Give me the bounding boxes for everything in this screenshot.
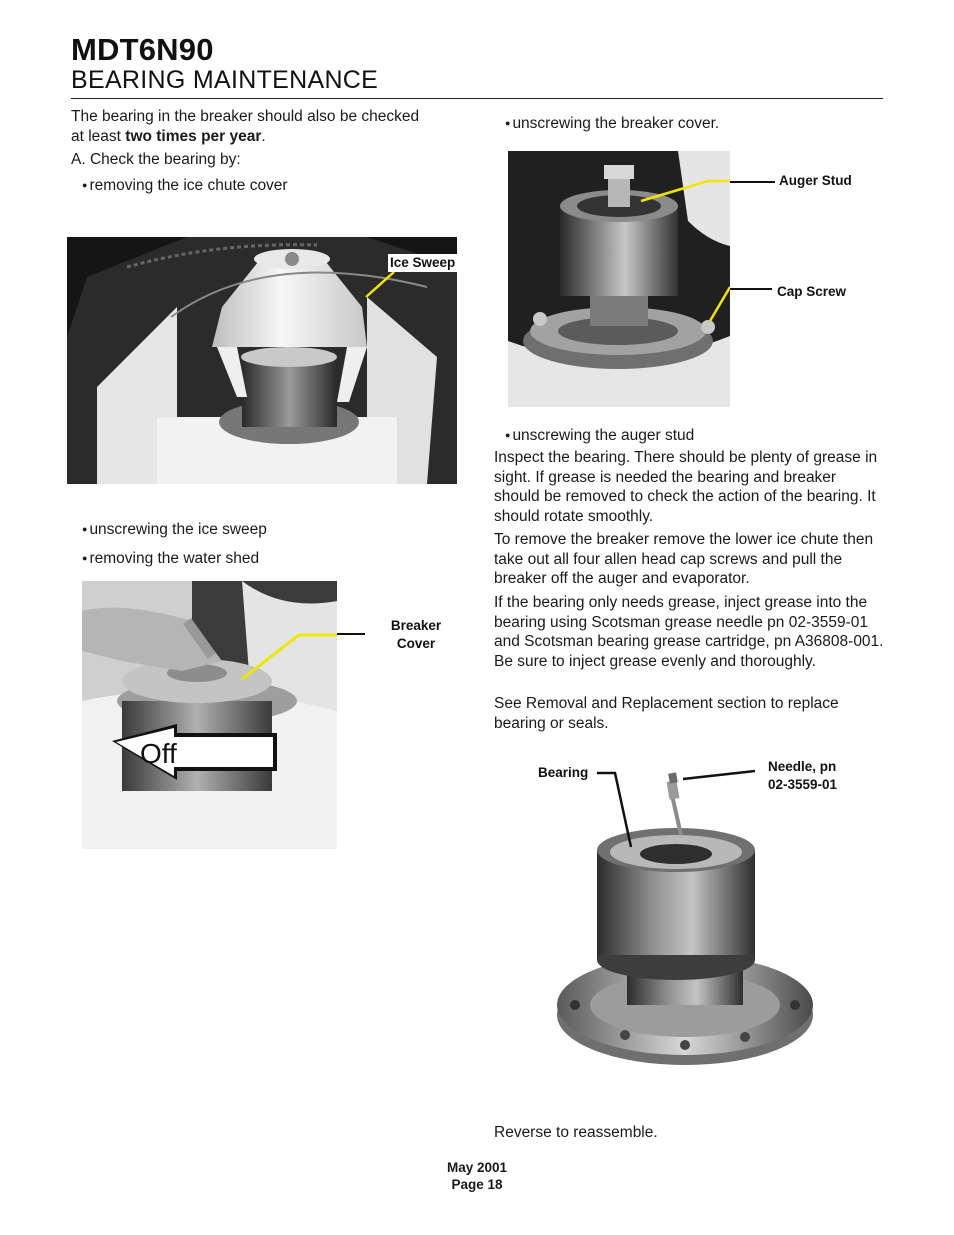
bullet-unscrew-cover: ● unscrewing the breaker cover. bbox=[505, 114, 719, 134]
footer-date: May 2001 bbox=[446, 1160, 508, 1175]
intro-prefix: at least bbox=[71, 127, 126, 145]
cap-screw-leader bbox=[730, 288, 772, 290]
off-arrow-label: Off bbox=[140, 738, 177, 769]
cap-screw-label: Cap Screw bbox=[777, 284, 847, 299]
reverse-text: Reverse to reassemble. bbox=[494, 1124, 658, 1141]
ice-sweep-label: Ice Sweep bbox=[390, 255, 456, 270]
section-title: BEARING MAINTENANCE bbox=[71, 66, 379, 94]
auger-stud-label: Auger Stud bbox=[779, 173, 852, 188]
bullet-remove-shed: ● removing the water shed bbox=[82, 549, 259, 569]
breaker-cover-label-line-2: Cover bbox=[396, 636, 436, 651]
breaker-cover-photo bbox=[82, 581, 337, 849]
footer-page: Page 18 bbox=[451, 1177, 503, 1192]
intro-line-1: The bearing in the breaker should also be checked bbox=[71, 108, 420, 125]
bullet-unscrew-stud: ● unscrewing the auger stud bbox=[505, 426, 694, 446]
intro-paragraph bbox=[71, 107, 419, 146]
breaker-cover-label-line-1: Breaker bbox=[390, 618, 442, 633]
bullet-unscrew-sweep: ● unscrewing the ice sweep bbox=[82, 520, 267, 540]
bearing-label: Bearing bbox=[538, 765, 589, 780]
check-heading: A. Check the bearing by: bbox=[71, 151, 241, 168]
header-divider bbox=[71, 98, 883, 99]
bullet-remove-chute: ● removing the ice chute cover bbox=[82, 176, 288, 196]
needle-label-line-1: Needle, pn bbox=[768, 759, 837, 774]
auger-stud-photo bbox=[508, 151, 730, 407]
breaker-cover-label bbox=[378, 617, 454, 653]
intro-bold: two times per year bbox=[125, 127, 262, 145]
remove-paragraph: To remove the breaker remove the lower ice chute then take out all four allen head cap screws and pull the breaker off the auger and evaporator. bbox=[494, 531, 874, 588]
ice-sweep-photo bbox=[67, 237, 457, 484]
intro-line-2 bbox=[71, 127, 419, 147]
inspect-paragraph: Inspect the bearing. There should be plenty of grease in sight. If grease is needed the bearing and breaker should be removed to check the action of the bearing. It should rotate smoothly. bbox=[494, 449, 878, 525]
auger-stud-leader bbox=[730, 181, 775, 183]
needle-label-line-2: 02-3559-01 bbox=[768, 777, 838, 792]
grease-paragraph: If the bearing only needs grease, inject grease into the bearing using Scotsman grease needle pn 02-3559-01 and Scotsman bearing grease cartridge, pn A36808-001. Be sure to inject grease evenly and thoroughly. bbox=[494, 594, 884, 670]
breaker-cover-leader bbox=[337, 633, 365, 635]
bearing-photo bbox=[555, 765, 815, 1070]
page-title: MDT6N90 bbox=[71, 32, 214, 67]
intro-suffix: . bbox=[261, 127, 266, 145]
see-section-paragraph: See Removal and Replacement section to replace bearing or seals. bbox=[494, 695, 839, 732]
